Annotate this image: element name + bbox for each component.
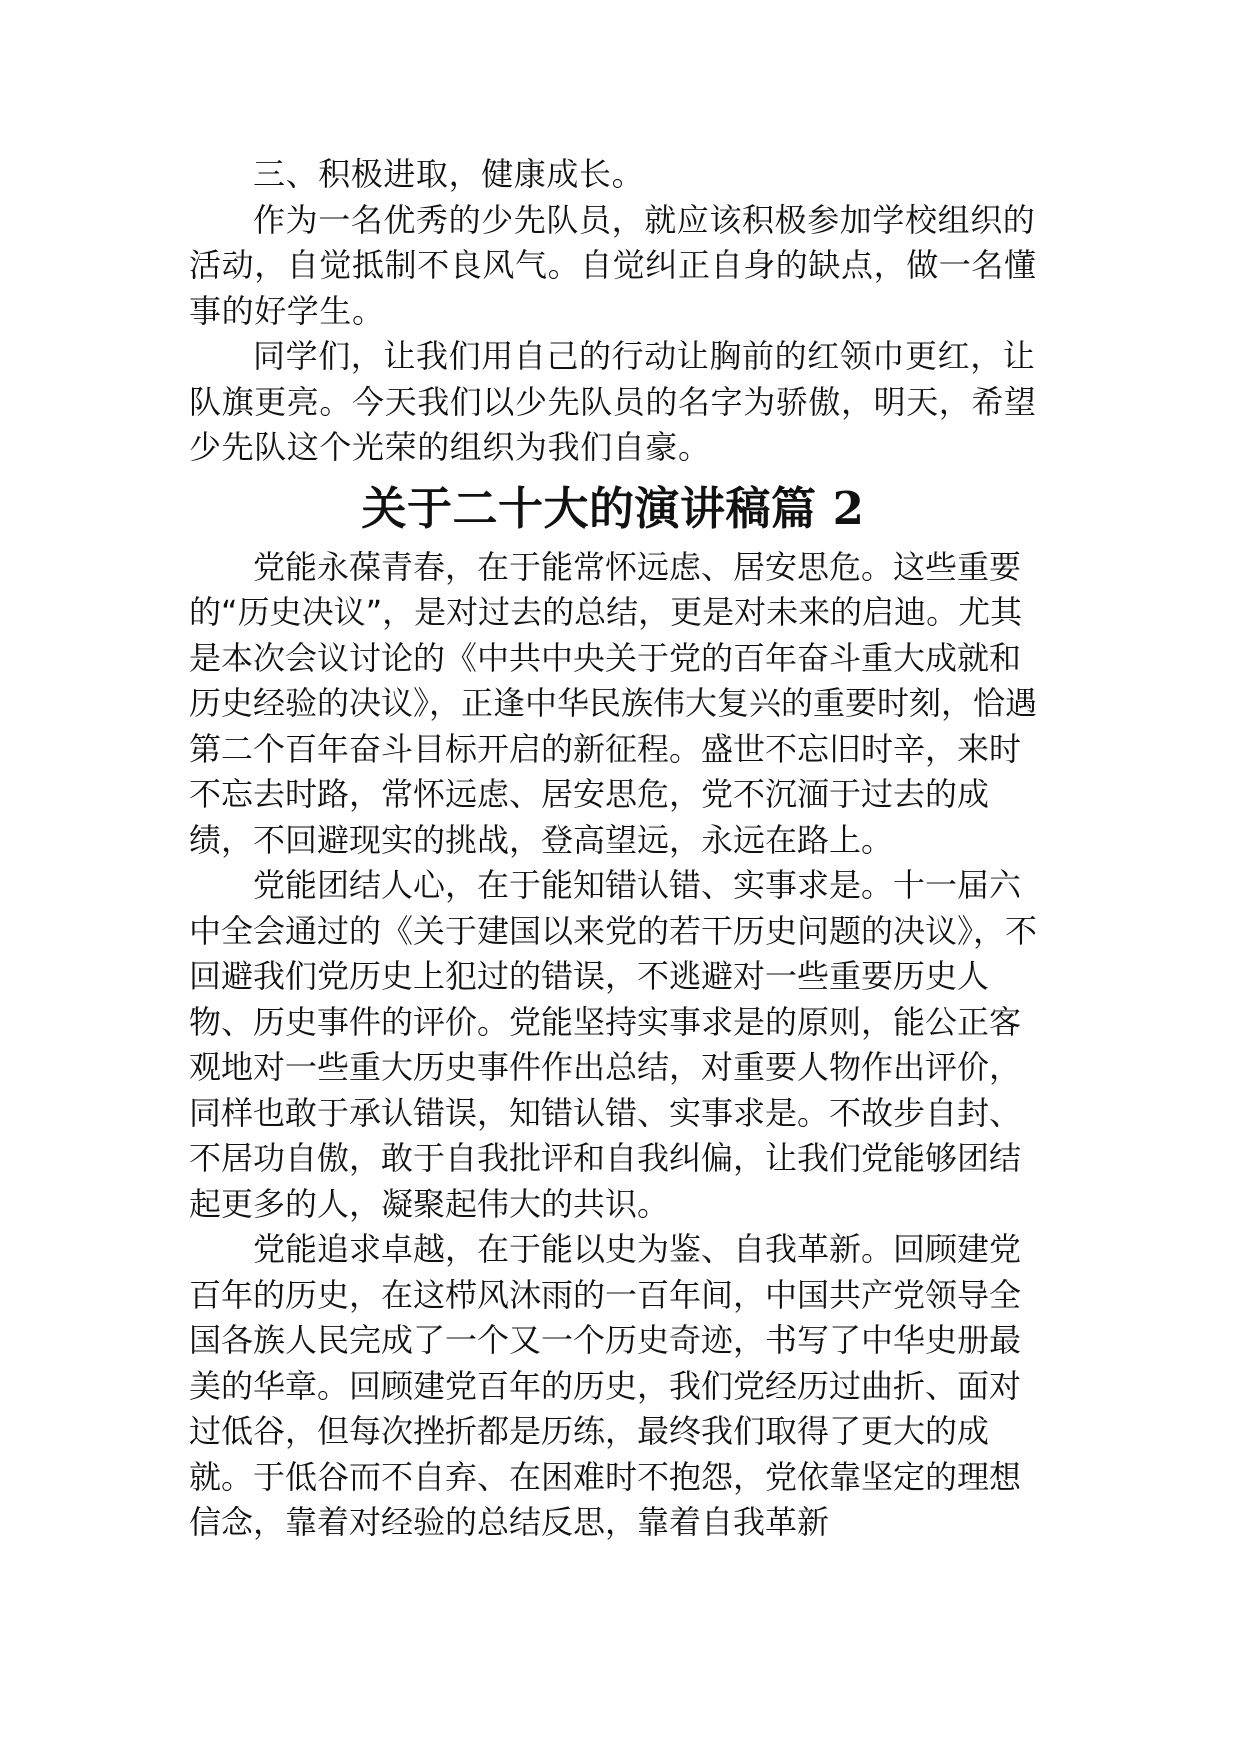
- paragraph-party-unity: 党能团结人心，在于能知错认错、实事求是。十一届六中全会通过的《关于建国以来党的若干历史问题的决议》，不回避我们党历史上犯过的错误，不逃避对一些重要历史人物、历史事件的评价。党能坚持实事求是的原则，能公正客观地对一些重大历史事件作出总结，对重要人物作出评价，同样也敢于承认错误，知错认错、实事求是。不故步自封、不居功自傲，敢于自我批评和自我纠偏，让我们党能够团结起更多的人，凝聚起伟大的共识。: [189, 866, 1038, 1223]
- speech-title: 关于二十大的演讲稿篇 2: [361, 481, 865, 535]
- paragraph-party-youth: 党能永葆青春，在于能常怀远虑、居安思危。这些重要的“历史决议”，是对过去的总结，更是对未来的启迪。尤其是本次会议讨论的《中共中央关于党的百年奋斗重大成就和历史经验的决议》，正逢中华民族伟大复兴的重要时刻，恰遇第二个百年奋斗目标开启的新征程。盛世不忘旧时辛，来时不忘去时路，常怀远虑、居安思危，党不沉湎于过去的成绩，不回避现实的挑战，登高望远，永远在路上。: [189, 547, 1038, 859]
- paragraph-red-scarf: 同学们，让我们用自己的行动让胸前的红领巾更红，让队旗更亮。今天我们以少先队员的名字为骄傲，明天，希望少先队这个光荣的组织为我们自豪。: [189, 337, 1037, 466]
- paragraph-young-pioneer: 作为一名优秀的少先队员，就应该积极参加学校组织的活动，自觉抵制不良风气。自觉纠正自身的缺点，做一名懂事的好学生。: [189, 200, 1037, 330]
- paragraph-party-excellence: 党能追求卓越，在于能以史为鉴、自我革新。回顾建党百年的历史，在这栉风沐雨的一百年间，中国共产党领导全国各族人民完成了一个又一个历史奇迹，书写了中华史册最美的华章。回顾建党百年的历史，我们党经历过曲折、面对过低谷，但每次挫折都是历练，最终我们取得了更大的成就。于低谷而不自弃、在困难时不抱怨，党依靠坚定的理想信念，靠着对经验的总结反思，靠着自我革新: [189, 1230, 1022, 1541]
- document-body: [189, 152, 1037, 1546]
- section-heading-three: 三、积极进取，健康成长。: [253, 155, 645, 193]
